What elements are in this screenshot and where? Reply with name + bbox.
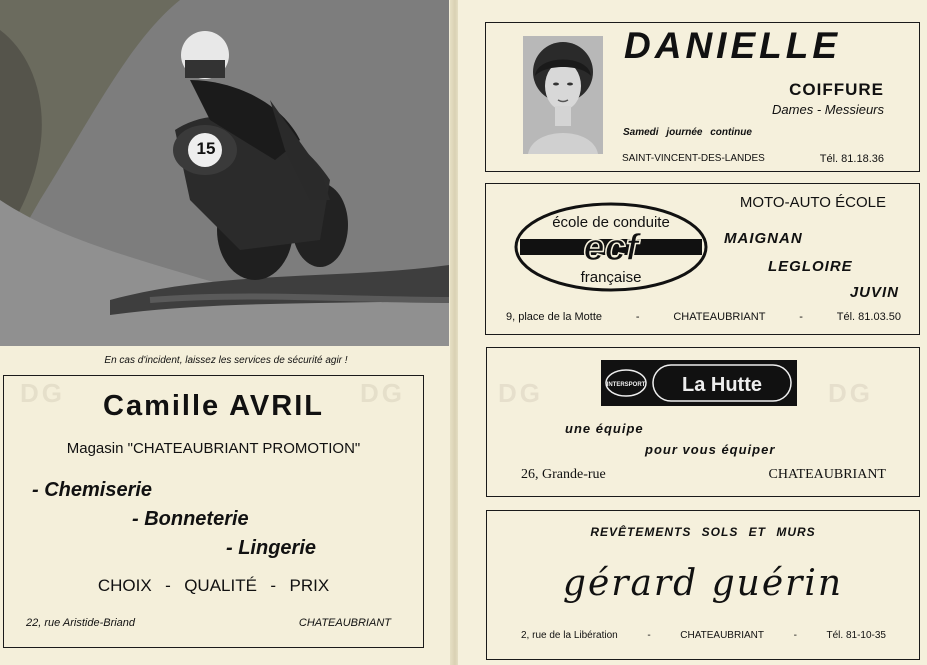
avril-quality: CHOIX - QUALITÉ - PRIX <box>97 576 330 595</box>
guerin-footer <box>521 630 886 641</box>
watermark: DG <box>498 378 543 408</box>
la-hutte-brand: La Hutte <box>682 374 762 396</box>
ecf-ad <box>485 183 920 335</box>
ecf-name-maignan: MAIGNAN <box>724 230 803 247</box>
guerin-ad <box>486 510 920 660</box>
ecf-phone: Tél. 81.03.50 <box>836 311 901 323</box>
ecf-logo-bottom: française <box>580 269 642 286</box>
watermark: DG <box>360 378 405 408</box>
guerin-address: 2, rue de la Libération <box>521 630 618 641</box>
ecf-logo <box>514 202 708 292</box>
ecf-address: 9, place de la Motte <box>506 311 603 323</box>
dames-messieurs: Dames - Messieurs <box>772 102 884 117</box>
photo-caption: En cas d'incident, laissez les services de sécurité agir ! <box>104 355 348 366</box>
guerin-sep: - <box>647 630 651 641</box>
ecf-name-juvin: JUVIN <box>849 284 899 301</box>
left-page <box>0 0 452 665</box>
hutte-address: 26, Grande-rue <box>521 467 606 482</box>
samedi-note: Samedi journée continue <box>623 127 752 138</box>
ecf-logo-top: école de conduite <box>552 214 670 231</box>
guerin-name: gérard guérin <box>562 563 844 604</box>
avril-city: CHATEAUBRIANT <box>298 617 391 629</box>
la-hutte-logo <box>601 360 797 406</box>
ecf-footer <box>506 311 901 323</box>
ecf-title: MOTO-AUTO ÉCOLE <box>739 194 886 211</box>
hutte-slogan-2: pour vous équiper <box>645 442 776 457</box>
racer-photo <box>0 0 449 346</box>
hutte-city: CHATEAUBRIANT <box>768 467 886 482</box>
avril-line-chemiserie: - Chemiserie <box>32 479 153 501</box>
danielle-town: SAINT-VINCENT-DES-LANDES <box>622 153 765 164</box>
guerin-title: REVÊTEMENTS SOLS ET MURS <box>590 525 816 539</box>
bike-number: 15 <box>196 139 216 158</box>
hutte-slogan-1: une équipe <box>565 421 644 436</box>
guerin-city: CHATEAUBRIANT <box>680 630 764 641</box>
avril-address: 22, rue Aristide-Briand <box>26 617 136 629</box>
ecf-sep: - <box>799 311 803 323</box>
ecf-name-legloire: LEGLOIRE <box>768 258 853 275</box>
guerin-phone: Tél. 81-10-35 <box>826 630 886 641</box>
guerin-sep: - <box>793 630 797 641</box>
coiffure-label: COIFFURE <box>789 80 884 99</box>
la-hutte-ad <box>486 347 920 497</box>
avril-line-bonneterie: - Bonneterie <box>132 508 249 530</box>
intersport-label: INTERSPORT <box>606 382 646 388</box>
ecf-logo-mid: ecf <box>583 227 639 269</box>
ecf-city: CHATEAUBRIANT <box>673 311 766 323</box>
danielle-name: DANIELLE <box>624 25 841 66</box>
avril-shop: Magasin "CHATEAUBRIANT PROMOTION" <box>66 440 361 457</box>
ecf-sep: - <box>635 311 640 323</box>
avril-name: Camille AVRIL <box>103 390 324 422</box>
danielle-phone: Tél. 81.18.36 <box>819 153 884 165</box>
avril-ad <box>3 375 424 648</box>
avril-line-lingerie: - Lingerie <box>226 537 317 559</box>
danielle-ad <box>485 22 920 172</box>
woman-portrait <box>523 36 603 154</box>
watermark: DG <box>20 378 65 408</box>
watermark: DG <box>828 378 873 408</box>
